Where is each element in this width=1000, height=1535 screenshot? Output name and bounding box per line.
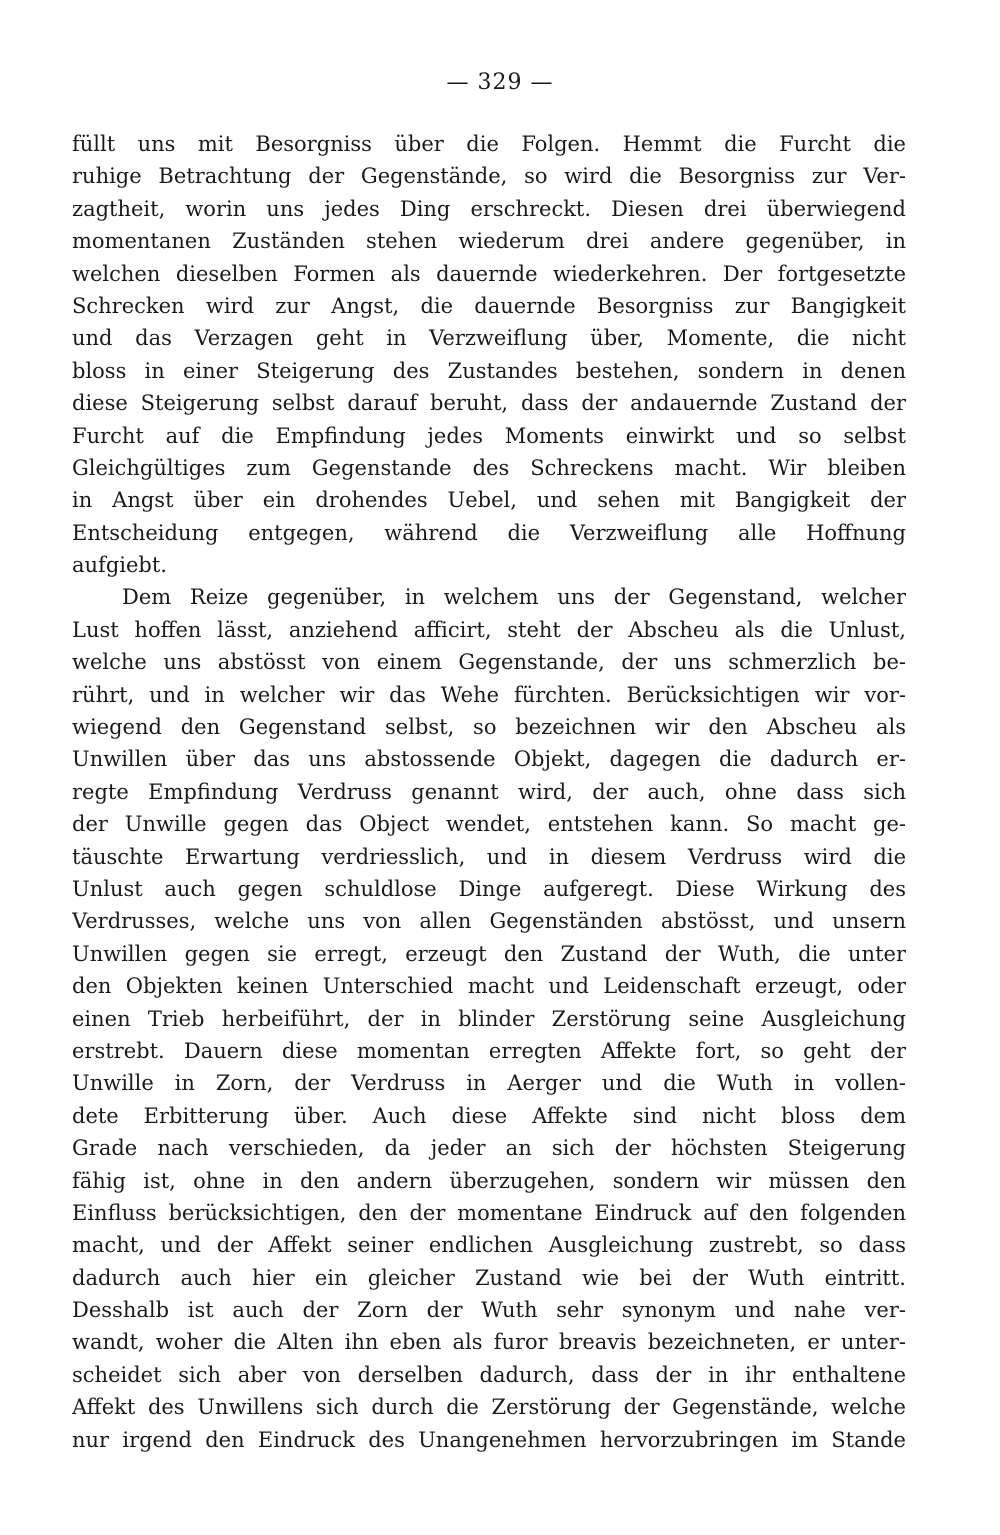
text-line: diese Steigerung selbst darauf beruht, dass der andauernde Zustand der — [72, 391, 906, 416]
text-line: ruhige Betrachtung der Gegenstände, so wird die Besorgniss zur Ver- — [72, 164, 906, 189]
text-line: Unwille in Zorn, der Verdruss in Aerger und die Wuth in vollen- — [72, 1071, 906, 1096]
text-line: täuschte Erwartung verdriesslich, und in diesem Verdruss wird die — [72, 844, 906, 869]
text-line: einen Trieb herbeiführt, der in blinder Zerstörung seine Ausgleichung — [72, 1006, 906, 1031]
text-line: scheidet sich aber von derselben dadurch, dass der in ihr enthaltene — [72, 1362, 906, 1387]
text-line: der Unwille gegen das Object wendet, entstehen kann. So macht ge- — [72, 812, 906, 837]
text-line: wiegend den Gegenstand selbst, so bezeichnen wir den Abscheu als — [72, 715, 906, 740]
text-line: dete Erbitterung über. Auch diese Affekte sind nicht bloss dem — [72, 1103, 906, 1128]
text-line: rührt, und in welcher wir das Wehe fürchten. Berücksichtigen wir vor- — [72, 682, 906, 707]
text-line: Unlust auch gegen schuldlose Dinge aufgeregt. Diese Wirkung des — [72, 876, 906, 901]
text-line: erstrebt. Dauern diese momentan erregten Affekte fort, so geht der — [72, 1038, 906, 1063]
text-line: Furcht auf die Empfindung jedes Moments einwirkt und so selbst — [72, 423, 906, 448]
text-line: Lust hoffen lässt, anziehend afficirt, steht der Abscheu als die Unlust, — [72, 617, 906, 642]
text-line: Dem Reize gegenüber, in welchem uns der Gegenstand, welcher — [122, 585, 906, 610]
text-line: momentanen Zuständen stehen wiederum drei andere gegenüber, in — [72, 229, 906, 254]
text-line: nur irgend den Eindruck des Unangenehmen hervorzubringen im Stande — [72, 1427, 906, 1452]
text-line: Schrecken wird zur Angst, die dauernde Besorgniss zur Bangigkeit — [72, 293, 906, 318]
text-line: füllt uns mit Besorgniss über die Folgen. Hemmt die Furcht die — [72, 132, 906, 156]
text-line: und das Verzagen geht in Verzweiflung über, Momente, die nicht — [72, 326, 906, 351]
text-line: Gleichgültiges zum Gegenstande des Schreckens macht. Wir bleiben — [72, 455, 906, 480]
text-line: Einfluss berücksichtigen, den der momentane Eindruck auf den folgenden — [72, 1200, 906, 1225]
text-line: bloss in einer Steigerung des Zustandes bestehen, sondern in denen — [72, 358, 906, 383]
text-line: Grade nach verschieden, da jeder an sich der höchsten Steigerung — [72, 1136, 906, 1161]
text-line: aufgiebt. — [72, 553, 167, 578]
text-line: den Objekten keinen Unterschied macht und Leidenschaft erzeugt, oder — [72, 974, 906, 999]
text-line: macht, und der Affekt seiner endlichen Ausgleichung zustrebt, so dass — [72, 1233, 906, 1258]
text-line: Entscheidung entgegen, während die Verzweiflung alle Hoffnung — [72, 520, 906, 545]
text-line: fähig ist, ohne in den andern überzugehen, sondern wir müssen den — [72, 1168, 906, 1193]
text-line: welche uns abstösst von einem Gegenstande, der uns schmerzlich be- — [72, 650, 906, 675]
text-line: Affekt des Unwillens sich durch die Zerstörung der Gegenstände, welche — [72, 1395, 906, 1420]
text-line: Unwillen über das uns abstossende Objekt, dagegen die dadurch er- — [72, 747, 906, 772]
text-line: Unwillen gegen sie erregt, erzeugt den Zustand der Wuth, die unter — [72, 941, 906, 966]
page-number: — 329 — — [446, 70, 554, 95]
text-line: zagtheit, worin uns jedes Ding erschreckt. Diesen drei überwiegend — [72, 196, 906, 221]
text-line: welchen dieselben Formen als dauernde wiederkehren. Der fortgesetzte — [72, 261, 906, 286]
text-line: Verdrusses, welche uns von allen Gegenständen abstösst, und unsern — [72, 909, 906, 934]
text-line: Desshalb ist auch der Zorn der Wuth sehr synonym und nahe ver- — [72, 1298, 906, 1323]
text-line: dadurch auch hier ein gleicher Zustand wie bei der Wuth eintritt. — [72, 1265, 906, 1290]
text-line: regte Empfindung Verdruss genannt wird, der auch, ohne dass sich — [72, 779, 906, 804]
text-line: in Angst über ein drohendes Uebel, und sehen mit Bangigkeit der — [72, 488, 906, 513]
body-text — [72, 128, 906, 1456]
text-line: wandt, woher die Alten ihn eben als furor breavis bezeichneten, er unter- — [72, 1330, 906, 1355]
